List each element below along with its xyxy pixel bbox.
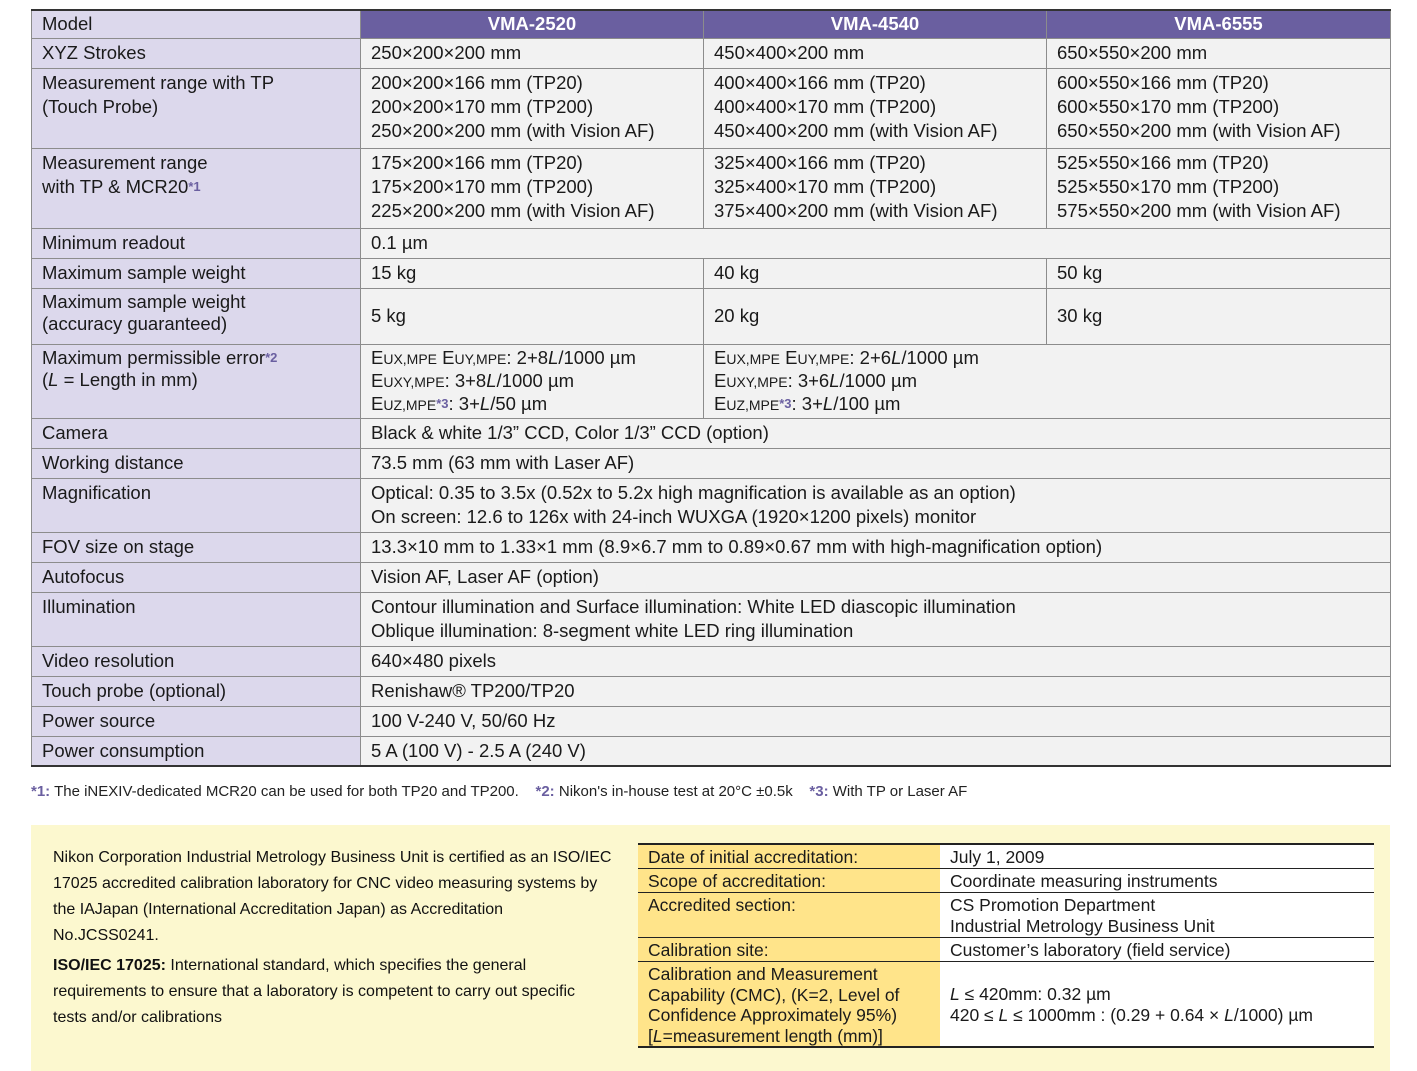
acc-value: Coordinate measuring instruments (940, 869, 1374, 893)
footnote-3-mark: *3: (809, 783, 829, 800)
accreditation-table (638, 843, 1374, 1048)
row-xyz-strokes (32, 38, 1391, 68)
model-vma-6555: VMA-6555 (1047, 10, 1391, 38)
cell: EUX,MPE EUY,MPE: 2+6L/1000 µm EUXY,MPE: 3+6L/1000 µm EUZ,MPE$^{*3}$: 3+L/100 µm (704, 344, 1391, 418)
row-label: Measurement range with TP (Touch Probe) (32, 68, 361, 148)
cell: 200×200×166 mm (TP20) 200×200×170 mm (TP200) 250×200×200 mm (with Vision AF) (361, 68, 704, 148)
acc-row-site (638, 938, 1374, 962)
row-label: Power source (32, 706, 361, 736)
model-vma-4540: VMA-4540 (704, 10, 1047, 38)
acc-key: Scope of accreditation: (638, 869, 940, 893)
cell: 5 kg (361, 288, 704, 344)
acc-key: Date of initial accreditation: (638, 844, 940, 869)
row-video-resolution (32, 646, 1391, 676)
footnote-2-mark: *2: (535, 783, 555, 800)
cell: 100 V-240 V, 50/60 Hz (361, 706, 1391, 736)
row-label: Touch probe (optional) (32, 676, 361, 706)
cell: 400×400×166 mm (TP20) 400×400×170 mm (TP200) 450×400×200 mm (with Vision AF) (704, 68, 1047, 148)
cell: Black & white 1/3” CCD, Color 1/3” CCD (option) (361, 418, 1391, 448)
cell: 0.1 µm (361, 228, 1391, 258)
cell: Renishaw® TP200/TP20 (361, 676, 1391, 706)
footnote-3-text: With TP or Laser AF (828, 783, 968, 800)
row-power-consumption (32, 736, 1391, 766)
cell: 73.5 mm (63 mm with Laser AF) (361, 448, 1391, 478)
row-range-tp (32, 68, 1391, 148)
acc-row-date (638, 844, 1374, 869)
cell: 13.3×10 mm to 1.33×1 mm (8.9×6.7 mm to 0.89×0.67 mm with high-magnification option) (361, 532, 1391, 562)
cell: 15 kg (361, 258, 704, 288)
header-label: Model (32, 10, 361, 38)
row-label: Power consumption (32, 736, 361, 766)
cell: Contour illumination and Surface illumination: White LED diascopic illumination Oblique illumination: 8-segment white LED ring illumination (361, 592, 1391, 646)
acc-row-section (638, 893, 1374, 938)
row-label: XYZ Strokes (32, 38, 361, 68)
acc-value: July 1, 2009 (940, 844, 1374, 869)
row-illumination (32, 592, 1391, 646)
row-fov (32, 532, 1391, 562)
row-range-mcr (32, 148, 1391, 228)
cell: 250×200×200 mm (361, 38, 704, 68)
footnote-mark: *2 (265, 349, 278, 365)
row-label: Maximum sample weight (accuracy guaranteed) (32, 288, 361, 344)
header-row (32, 10, 1391, 38)
acc-value: L ≤ 420mm: 0.32 µm 420 ≤ L ≤ 1000mm : (0.29 + 0.64 × L/1000) µm (940, 962, 1374, 1048)
row-label: Autofocus (32, 562, 361, 592)
row-mpe (32, 344, 1391, 418)
row-magnification (32, 478, 1391, 532)
footnotes (31, 783, 967, 800)
footnote-1-mark: *1: (31, 783, 51, 800)
cell: 650×550×200 mm (1047, 38, 1391, 68)
cell: 325×400×166 mm (TP20) 325×400×170 mm (TP200) 375×400×200 mm (with Vision AF) (704, 148, 1047, 228)
cell: 5 A (100 V) - 2.5 A (240 V) (361, 736, 1391, 766)
row-min-readout (32, 228, 1391, 258)
cell: 525×550×166 mm (TP20) 525×550×170 mm (TP200) 575×550×200 mm (with Vision AF) (1047, 148, 1391, 228)
acc-row-scope (638, 869, 1374, 893)
cell: 30 kg (1047, 288, 1391, 344)
acc-key: Calibration and Measurement Capability (CMC), (K=2, Level of Confidence Approximately 95%) [L=measurement length (mm)] (638, 962, 940, 1048)
cell: EUX,MPE EUY,MPE: 2+8L/1000 µm EUXY,MPE: 3+8L/1000 µm EUZ,MPE$^{*3}$: 3+L/50 µm (361, 344, 704, 418)
model-vma-2520: VMA-2520 (361, 10, 704, 38)
footnote-1-text: The iNEXIV-dedicated MCR20 can be used for both TP20 and TP200. (50, 783, 519, 800)
row-working-distance (32, 448, 1391, 478)
footnote-2-text: Nikon's in-house test at 20°C ±0.5k (554, 783, 793, 800)
cell: 40 kg (704, 258, 1047, 288)
row-max-weight (32, 258, 1391, 288)
cell: 640×480 pixels (361, 646, 1391, 676)
accreditation-panel (31, 825, 1390, 1071)
cell: 450×400×200 mm (704, 38, 1047, 68)
row-label: Camera (32, 418, 361, 448)
row-camera (32, 418, 1391, 448)
row-label: Working distance (32, 448, 361, 478)
acc-value: Customer’s laboratory (field service) (940, 938, 1374, 962)
cell: 600×550×166 mm (TP20) 600×550×170 mm (TP200) 650×550×200 mm (with Vision AF) (1047, 68, 1391, 148)
acc-value: CS Promotion Department Industrial Metrology Business Unit (940, 893, 1374, 938)
row-label: FOV size on stage (32, 532, 361, 562)
iso-definition: ISO/IEC 17025: International standard, which specifies the general requirements to ensure that a laboratory is competent to carry out specific tests and/or calibrations (53, 957, 576, 1026)
cell: 20 kg (704, 288, 1047, 344)
row-label: Illumination (32, 592, 361, 646)
row-autofocus (32, 562, 1391, 592)
spec-table (31, 9, 1391, 767)
row-label: Maximum sample weight (32, 258, 361, 288)
cell: 175×200×166 mm (TP20) 175×200×170 mm (TP200) 225×200×200 mm (with Vision AF) (361, 148, 704, 228)
accreditation-paragraph: Nikon Corporation Industrial Metrology Business Unit is certified as an ISO/IEC 17025 accredited calibration laboratory for CNC video measuring systems by the IAJapan (International Accreditation Japan) as Accreditation No.JCSS0241. (53, 849, 612, 944)
acc-key: Accredited section: (638, 893, 940, 938)
cell: 50 kg (1047, 258, 1391, 288)
row-label: Maximum permissible error$^{*2}$ (L = Length in mm) (32, 344, 361, 418)
acc-row-cmc (638, 962, 1374, 1048)
row-label: Magnification (32, 478, 361, 532)
row-label: Measurement range with TP & MCR20$^{*1}$ (32, 148, 361, 228)
row-power-source (32, 706, 1391, 736)
row-touch-probe (32, 676, 1391, 706)
row-label: Minimum readout (32, 228, 361, 258)
acc-key: Calibration site: (638, 938, 940, 962)
row-max-weight-acc (32, 288, 1391, 344)
row-label: Video resolution (32, 646, 361, 676)
footnote-mark: *1 (188, 178, 201, 194)
cell: Vision AF, Laser AF (option) (361, 562, 1391, 592)
cell: Optical: 0.35 to 3.5x (0.52x to 5.2x high magnification is available as an option) On screen: 12.6 to 126x with 24-inch WUXGA (1920×1200 pixels) monitor (361, 478, 1391, 532)
